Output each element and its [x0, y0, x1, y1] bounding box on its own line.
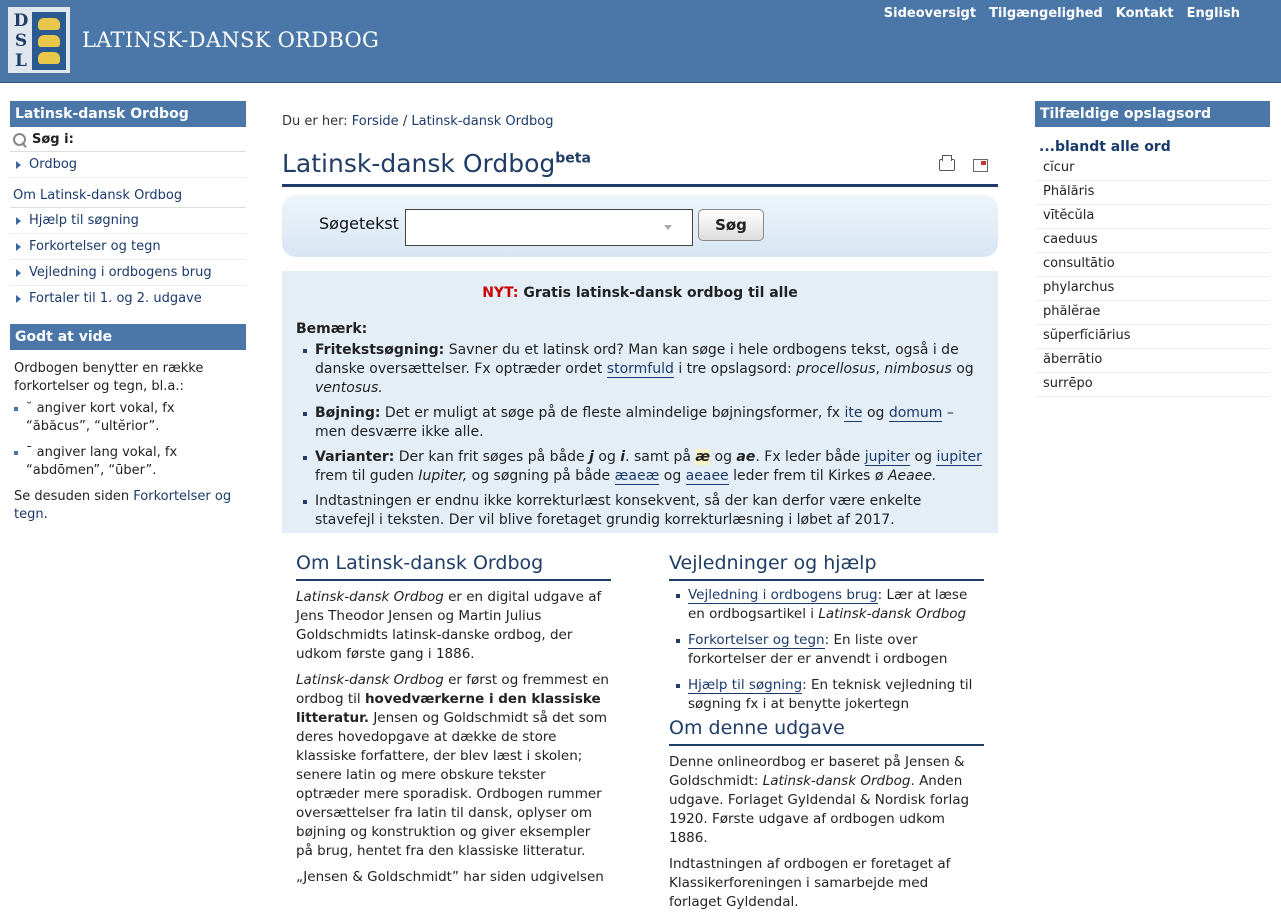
sidebar-item-vejledning[interactable]: Vejledning i ordbogens brug: [10, 260, 246, 286]
search-label: Søgetekst: [319, 214, 399, 233]
link-forkortelser-tegn[interactable]: Forkortelser og tegn: [688, 632, 825, 648]
list-item: Fritekstsøgning: Savner du et latinsk ord? Man kan søge i hele ordbogens tekst, også i de danske oversættelser. Fx optræder ordet stormfuld i tre opslagsord: procellosus, nimbosus og ventosus.: [296, 341, 984, 398]
page-title: Latinsk-dansk Ordbog$^{beta}$: [282, 149, 998, 187]
random-word[interactable]: phylarchus: [1035, 277, 1270, 301]
note-label: Bemærk:: [296, 321, 368, 337]
link-stormfuld[interactable]: stormfuld: [606, 361, 674, 377]
random-word[interactable]: caeduus: [1035, 229, 1270, 253]
link-iupiter[interactable]: iupiter: [936, 449, 982, 465]
triangle-right-icon: [16, 217, 21, 225]
list-item: ˘ angiver kort vokal, fx “ăbăcus”, “ultĕrior”.: [14, 400, 242, 436]
list-item: Indtastningen er endnu ikke korrekturlæst konsekvent, så der kan derfor være enkelte stavefejl i teksten. Der vil blive foretaget grundig korrekturlæsning i løbet af 2017.: [296, 492, 984, 530]
col-om-ordbog: Om Latinsk-dansk Ordbog Latinsk-dansk Ordbog er en digital udgave af Jens Theodor Jensen og Martin Julius Goldschmidts latinsk-danske ordbog, der udkom første gang i 1886. Latinsk-dansk Ordbog er først og fremmest en ordbog til hovedværkerne i den klassiske litteratur. Jensen og Goldschmidt så det som deres hovedopgave at dække de store klassiske forfattere, der blev læst i skolen; senere latin og mere obskure tekster optræder mere sporadisk. Ordbogen rummer oversættelser fra latin til dansk, oplyser om bøjning og konstruktion og giver eksempler på brug, hentet fra den klassiske litteratur. „Jensen & Goldschmidt” har siden udgivelsen: [296, 554, 611, 887]
triangle-right-icon: [16, 295, 21, 303]
site-title[interactable]: LATINSK-DANSK ORDBOG: [82, 28, 380, 52]
link-vejledning[interactable]: Vejledning i ordbogens brug: [688, 587, 878, 603]
magnifier-icon: [13, 133, 26, 146]
site-header: [0, 0, 1281, 83]
search-input[interactable]: [405, 209, 693, 246]
notice-title: NYT: Gratis latinsk-dansk ordbog til alle: [482, 285, 798, 301]
link-aeaeae[interactable]: æaeæ: [614, 468, 660, 484]
random-word[interactable]: cĭcur: [1035, 157, 1270, 181]
logo-letters: D S L: [13, 11, 29, 71]
link-aeaee[interactable]: aeaee: [685, 468, 729, 484]
link-ite[interactable]: ite: [844, 405, 863, 421]
random-word[interactable]: consultātio: [1035, 253, 1270, 277]
triangle-right-icon: [16, 161, 21, 169]
section-title: Om denne udgave: [669, 719, 984, 746]
sidebar-item-hjaelp[interactable]: Hjælp til søgning: [10, 208, 246, 234]
link-kontakt[interactable]: Kontakt: [1115, 6, 1174, 21]
random-word[interactable]: ăberrātio: [1035, 349, 1270, 373]
fullscreen-icon[interactable]: [973, 159, 988, 172]
link-tilgaengelighed[interactable]: Tilgængelighed: [989, 6, 1103, 21]
sidebar-item-ordbog[interactable]: Ordbog: [10, 152, 246, 178]
random-subhead: ...blandt alle ord: [1039, 139, 1171, 155]
top-links: [884, 6, 1240, 21]
triangle-right-icon: [16, 243, 21, 251]
crumb-home[interactable]: Forside: [351, 114, 399, 129]
dropdown-arrow-icon[interactable]: [664, 225, 672, 230]
search-bar: [282, 195, 998, 257]
link-domum[interactable]: domum: [888, 405, 943, 421]
box-title-godt-at-vide: Godt at vide: [10, 324, 246, 350]
list-item: Varianter: Der kan frit søges på både j og i. samt på æ og ae. Fx leder både jupiter og iupiter frem til guden Iupiter, og søgning på både æaeæ og aeaee leder frem til Kirkes ø Aeaee.: [296, 448, 984, 486]
list-item: ¯ angiver lang vokal, fx “abdōmen”, “ūber”.: [14, 444, 242, 480]
random-word[interactable]: Phălăris: [1035, 181, 1270, 205]
list-item: Forkortelser og tegn: En liste over forkortelser der er anvendt i ordbogen: [669, 631, 984, 669]
link-sideoversigt[interactable]: Sideoversigt: [883, 6, 977, 21]
random-word[interactable]: vītĕcŭla: [1035, 205, 1270, 229]
section-title: Vejledninger og hjælp: [669, 554, 984, 581]
sidebar-item-fortaler[interactable]: Fortaler til 1. og 2. udgave: [10, 286, 246, 311]
dsl-logo[interactable]: [8, 7, 70, 73]
info-text: Ordbogen benytter en række forkortelser og tegn, bl.a.: ˘ angiver kort vokal, fx “ăbăcus”, “ultĕrior”. ¯ angiver lang vokal, fx “abdōmen”, “ūber”. Se desuden siden Forkortelser og tegn.: [10, 350, 246, 534]
sidebar-section-om[interactable]: Om Latinsk-dansk Ordbog: [10, 178, 246, 208]
random-word[interactable]: surrēpo: [1035, 373, 1270, 397]
box-title-ordbog: Latinsk-dansk Ordbog: [10, 101, 246, 127]
section-title: Om Latinsk-dansk Ordbog: [296, 554, 611, 581]
link-jupiter[interactable]: jupiter: [864, 449, 911, 465]
lions-crest-icon: [32, 12, 66, 70]
search-in-label: Søg i:: [32, 132, 74, 147]
notice-box: [282, 271, 998, 533]
breadcrumb: Du er her: Forside / Latinsk-dansk Ordbog: [282, 114, 554, 129]
search-button[interactable]: Søg: [698, 209, 764, 241]
main-content: [282, 101, 998, 910]
random-word[interactable]: phălĕrae: [1035, 301, 1270, 325]
list-item: Bøjning: Det er muligt at søge på de fleste almindelige bøjningsformer, fx ite og domum – men desværre ikke alle.: [296, 404, 984, 442]
list-item: Hjælp til søgning: En teknisk vejledning til søgning fx i at benytte jokertegn: [669, 676, 984, 714]
triangle-right-icon: [16, 269, 21, 277]
right-sidebar: [1035, 101, 1270, 397]
link-english[interactable]: English: [1186, 6, 1240, 21]
sidebar-item-forkortelser[interactable]: Forkortelser og tegn: [10, 234, 246, 260]
link-forkortelser[interactable]: Forkortelser og tegn: [14, 489, 232, 522]
box-title-random: Tilfældige opslagsord: [1035, 101, 1270, 127]
search-in-header: [10, 127, 246, 152]
link-hjaelp-soegning[interactable]: Hjælp til søgning: [688, 677, 803, 693]
print-icon[interactable]: [939, 159, 955, 171]
crumb-current[interactable]: Latinsk-dansk Ordbog: [411, 114, 554, 129]
col-vejledninger: Vejledninger og hjælp Vejledning i ordbogens brug: Lær at læse en ordbogsartikel i Latinsk-dansk Ordbog Forkortelser og tegn: En liste over forkortelser der er anvendt i ordbogen Hjælp til søgning: En teknisk vejledning til søgning fx i at benytte jokertegn Om denne udgave Denne onlineordbog er baseret på Jensen & Goldschmidt: Latinsk-dansk Ordbog. Anden udgave. Forlaget Gyldendal & Nordisk forlag 1920. Første udgave af ordbogen udkom 1886. Indtastningen af ordbogen er foretaget af Klassikerforeningen i samarbejde med forlaget Gyldendal.: [669, 554, 984, 912]
list-item: Vejledning i ordbogens brug: Lær at læse en ordbogsartikel i Latinsk-dansk Ordbog: [669, 586, 984, 624]
left-sidebar: [10, 101, 246, 534]
random-word[interactable]: sŭperfĭciārius: [1035, 325, 1270, 349]
